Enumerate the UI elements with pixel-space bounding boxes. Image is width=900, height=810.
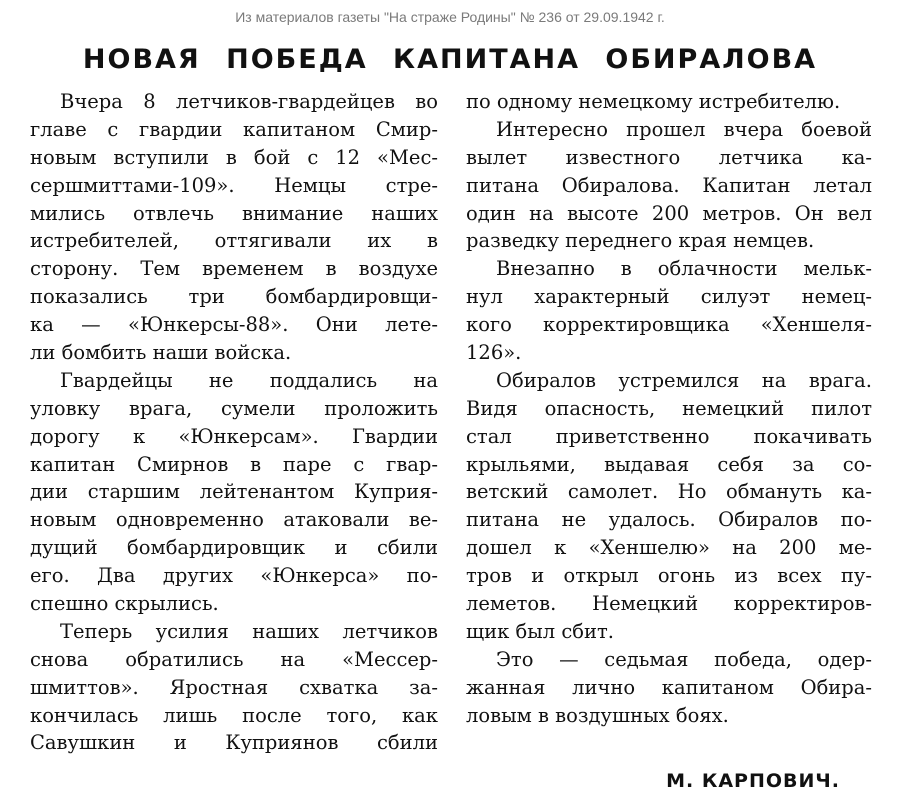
text-line: спешно скрылись. xyxy=(30,592,219,616)
text-line: по одному немецкому истребителю. xyxy=(466,90,841,113)
text-line: Вчера 8 летчиков-гвардейцев во xyxy=(60,90,438,113)
text-line: тров и открыл огонь из всех пу- xyxy=(466,564,872,588)
text-line: его. Два других «Юнкерса» по- xyxy=(30,564,438,588)
author-signature: М. КАРПОВИЧ. xyxy=(666,770,840,792)
text-line: новым вступили в бой с 12 «Мес- xyxy=(30,145,438,169)
text-line: стал приветственно покачивать xyxy=(466,424,872,448)
text-line: питана не удалось. Обиралов по- xyxy=(466,508,872,532)
text-line: дошел к «Хеншелю» на 200 ме- xyxy=(466,536,872,560)
text-line: вылет известного летчика ка- xyxy=(466,145,872,169)
text-line: жанная лично капитаном Обира- xyxy=(466,675,872,699)
text-line: кого корректировщика «Хеншеля- xyxy=(466,313,872,337)
text-line: крыльями, выдавая себя за со- xyxy=(466,452,872,476)
text-line: сершмиттами-109». Немцы стре- xyxy=(30,173,438,197)
text-line: ловым в воздушных боях. xyxy=(466,703,729,727)
text-line: 126». xyxy=(466,341,522,365)
text-line: разведку переднего края немцев. xyxy=(466,229,815,253)
text-line: дорогу к «Юнкерсам». Гвардии xyxy=(30,424,438,448)
text-line: питана Обиралова. Капитан летал xyxy=(466,173,872,197)
article-headline: НОВАЯ ПОБЕДА КАПИТАНА ОБИРАЛОВА xyxy=(82,44,818,75)
text-line: дии старшим лейтенантом Куприя- xyxy=(30,480,438,504)
article-column-right xyxy=(466,88,872,729)
text-line: Интересно прошел вчера боевой xyxy=(496,117,872,141)
text-line: нул характерный силуэт немец- xyxy=(466,285,872,309)
text-line: капитан Смирнов в паре с гвар- xyxy=(30,452,438,476)
text-line: Теперь усилия наших летчиков xyxy=(60,619,438,643)
text-line: ветский самолет. Но обмануть ка- xyxy=(466,480,872,504)
text-line: ка — «Юнкерсы-88». Они лете- xyxy=(30,313,438,337)
text-line: Видя опасность, немецкий пилот xyxy=(466,396,872,420)
text-line: сторону. Тем временем в воздухе xyxy=(30,257,438,281)
text-line: ли бомбить наши войска. xyxy=(30,341,292,365)
text-line: Это — седьмая победа, одер- xyxy=(496,647,872,671)
text-line: снова обратились на «Мессер- xyxy=(30,647,438,671)
text-line: Савушкин и Куприянов сбили xyxy=(30,731,438,755)
text-line: шмиттов». Яростная схватка за- xyxy=(30,675,438,699)
text-line: уловку врага, сумели проложить xyxy=(30,396,438,420)
text-line: щик был сбит. xyxy=(466,619,615,643)
text-line: мились отвлечь внимание наших xyxy=(30,201,438,225)
text-line: кончилась лишь после того, как xyxy=(30,703,438,727)
text-line: показались три бомбардировщи- xyxy=(30,285,438,309)
text-line: один на высоте 200 метров. Он вел xyxy=(466,201,872,225)
article-column-left xyxy=(30,88,438,757)
text-line: новым одновременно атаковали ве- xyxy=(30,508,438,532)
text-line: леметов. Немецкий корректиров- xyxy=(466,592,872,616)
text-line: дущий бомбардировщик и сбили xyxy=(30,536,438,560)
text-line: истребителей, оттягивали их в xyxy=(30,229,438,253)
source-caption: Из материалов газеты "На страже Родины" № 236 от 29.09.1942 г. xyxy=(235,9,665,25)
text-line: Внезапно в облачности мельк- xyxy=(496,257,872,281)
text-line: Гвардейцы не поддались на xyxy=(60,368,438,392)
text-line: Обиралов устремился на врага. xyxy=(496,368,872,392)
text-line: главе с гвардии капитаном Смир- xyxy=(30,117,438,141)
